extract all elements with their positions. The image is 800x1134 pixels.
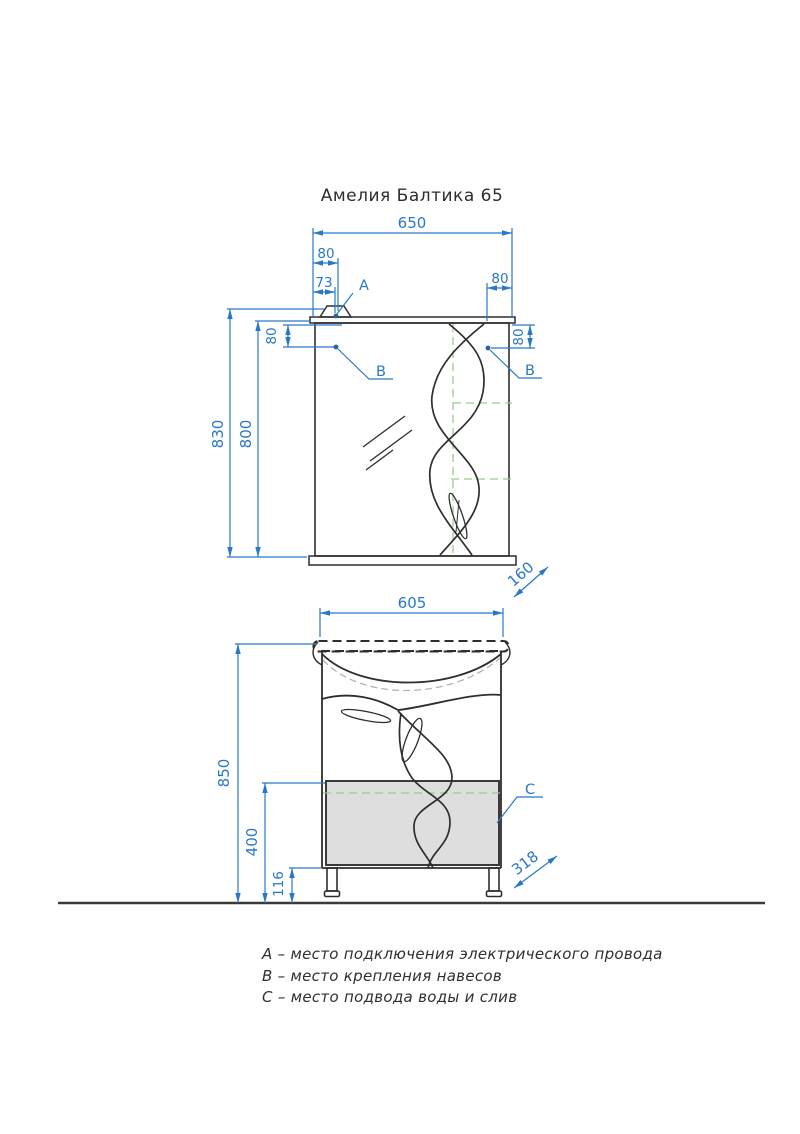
door-top-wave xyxy=(322,695,501,710)
mirror-cornice xyxy=(310,317,515,323)
mirror-shelf xyxy=(309,556,516,565)
drawing-title: Амелия Балтика 65 xyxy=(320,186,504,206)
point-b-right-marker xyxy=(486,346,491,351)
legend-line-b: В – место крепления навесов xyxy=(262,966,503,985)
cabinet-height-dimensions xyxy=(235,644,325,903)
point-b-left-marker xyxy=(334,345,339,350)
lamp-offset-dim-label: 80 xyxy=(317,246,335,262)
basin-left-cap xyxy=(313,642,322,665)
hanger-left-dimension xyxy=(283,325,342,347)
point-c-leader xyxy=(497,797,543,823)
point-a-label: А xyxy=(359,278,369,294)
mirror-centerlines xyxy=(451,324,512,555)
inlet-zone-height-dim-label: 400 xyxy=(243,827,261,857)
lamp-offset-inner-dim-label: 73 xyxy=(315,275,333,291)
point-b-right-label: В xyxy=(525,363,535,379)
cabinet-height-dim-label: 850 xyxy=(215,758,233,788)
mirror-view xyxy=(209,214,548,597)
mirror-width-dim-label: 650 xyxy=(397,214,427,232)
mirror-height-dim-label: 800 xyxy=(237,419,255,449)
legend-line-a: А – место подключения электрического провода xyxy=(262,945,663,963)
top-right-offset-dim-label: 80 xyxy=(491,271,509,287)
mirror-height-overall-dim-label: 830 xyxy=(209,419,227,449)
basin-right-cap xyxy=(501,642,510,665)
cabinet-width-dimension xyxy=(320,608,503,637)
legend xyxy=(262,944,663,1009)
top-right-offset-dimension xyxy=(487,283,512,321)
basin-front-curve xyxy=(322,654,501,683)
basin-top-hidden-outline xyxy=(314,641,509,652)
hanger-right-dim-label: 80 xyxy=(511,328,527,346)
mirror-reflection-hatches xyxy=(363,416,412,470)
basin-hidden-curve xyxy=(323,658,500,691)
legend-line-c: С – место подвода воды и слив xyxy=(262,988,518,1006)
mirror-width-dimension xyxy=(313,228,512,317)
cabinet-view xyxy=(58,594,765,903)
cabinet-depth-dim-label: 318 xyxy=(508,847,542,879)
point-c-label: С xyxy=(524,782,536,798)
point-a-leader xyxy=(337,293,353,314)
point-b-left-label: В xyxy=(376,364,386,380)
cabinet-width-dim-label: 605 xyxy=(397,594,427,612)
hanger-left-dim-label: 80 xyxy=(264,327,280,345)
mirror-depth-dim-label: 160 xyxy=(504,558,538,591)
plinth-height-dim-label: 116 xyxy=(271,871,287,897)
door-leaf-decor-1 xyxy=(341,707,392,725)
point-a-marker xyxy=(334,314,339,319)
cabinet-legs xyxy=(325,868,502,897)
